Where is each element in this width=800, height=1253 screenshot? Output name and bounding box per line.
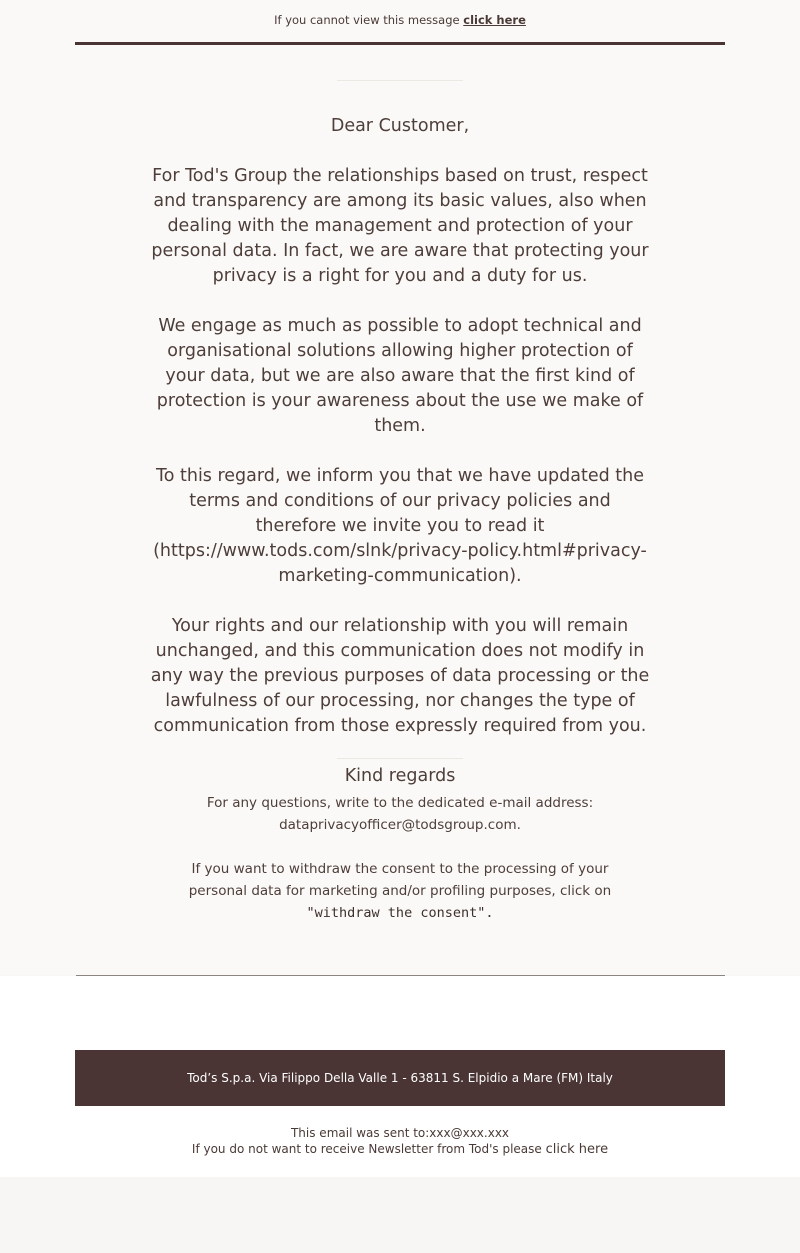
withdraw-description: If you want to withdraw the consent to the processing of your personal data for marketing and/or profiling purposes, click on: [188, 861, 612, 899]
message-paragraph: To this regard, we inform you that we have updated the terms and conditions of our privacy policies and therefore we invite you to read it (https://www.tods.com/slnk/privacy-policy.html#privacy-marketing-communication).: [153, 466, 647, 586]
message-body: [148, 114, 652, 814]
company-address-bar: [75, 1050, 725, 1106]
decorative-divider: [337, 758, 463, 759]
preheader-text: If you cannot view this message: [274, 13, 464, 27]
sent-to-label: This email was sent to:: [290, 1126, 430, 1140]
unsubscribe-text: If you do not want to receive Newsletter from Tod's please: [191, 1142, 546, 1156]
contact-section: [180, 792, 620, 946]
message-paragraph: We engage as much as possible to adopt technical and organisational solutions allowing higher protection of your data, but we are also aware that the first kind of protection is your awareness about the use we make of them.: [156, 316, 644, 436]
greeting: Dear Customer,: [330, 116, 470, 136]
header-divider: [75, 42, 725, 45]
unsubscribe-line: [0, 1141, 800, 1158]
sent-to-email: xxx@xxx.xxx: [429, 1126, 510, 1140]
unsubscribe-link[interactable]: click here: [545, 1142, 609, 1157]
message-paragraph: For Tod's Group the relationships based on trust, respect and transparency are among its basic values, also when dealing with the management and protection of your personal data. In fact, we are aware that protecting your privacy is a right for you and a duty for us.: [151, 166, 649, 286]
questions-text: [180, 792, 620, 836]
withdraw-text: [180, 858, 620, 924]
privacy-email[interactable]: dataprivacyofficer@todsgroup.com.: [279, 817, 521, 833]
view-online-link[interactable]: click here: [463, 13, 526, 27]
message-paragraph: Your rights and our relationship with you will remain unchanged, and this communication does not modify in any way the previous purposes of data processing or the lawfulness of our processing, nor changes the type of communication from those expressly required from you.: [150, 616, 650, 736]
closing: Kind regards: [344, 766, 456, 786]
sent-to-line: [0, 1125, 800, 1141]
company-address: Tod’s S.p.a. Via Filippo Della Valle 1 - 63811 S. Elpidio a Mare (FM) Italy: [187, 1071, 613, 1085]
withdraw-consent-link[interactable]: "withdraw the consent".: [306, 905, 494, 921]
preheader: [0, 13, 800, 27]
decorative-divider: [337, 80, 463, 81]
questions-line: For any questions, write to the dedicated e-mail address:: [206, 795, 594, 811]
footer-notice: [0, 1125, 800, 1158]
